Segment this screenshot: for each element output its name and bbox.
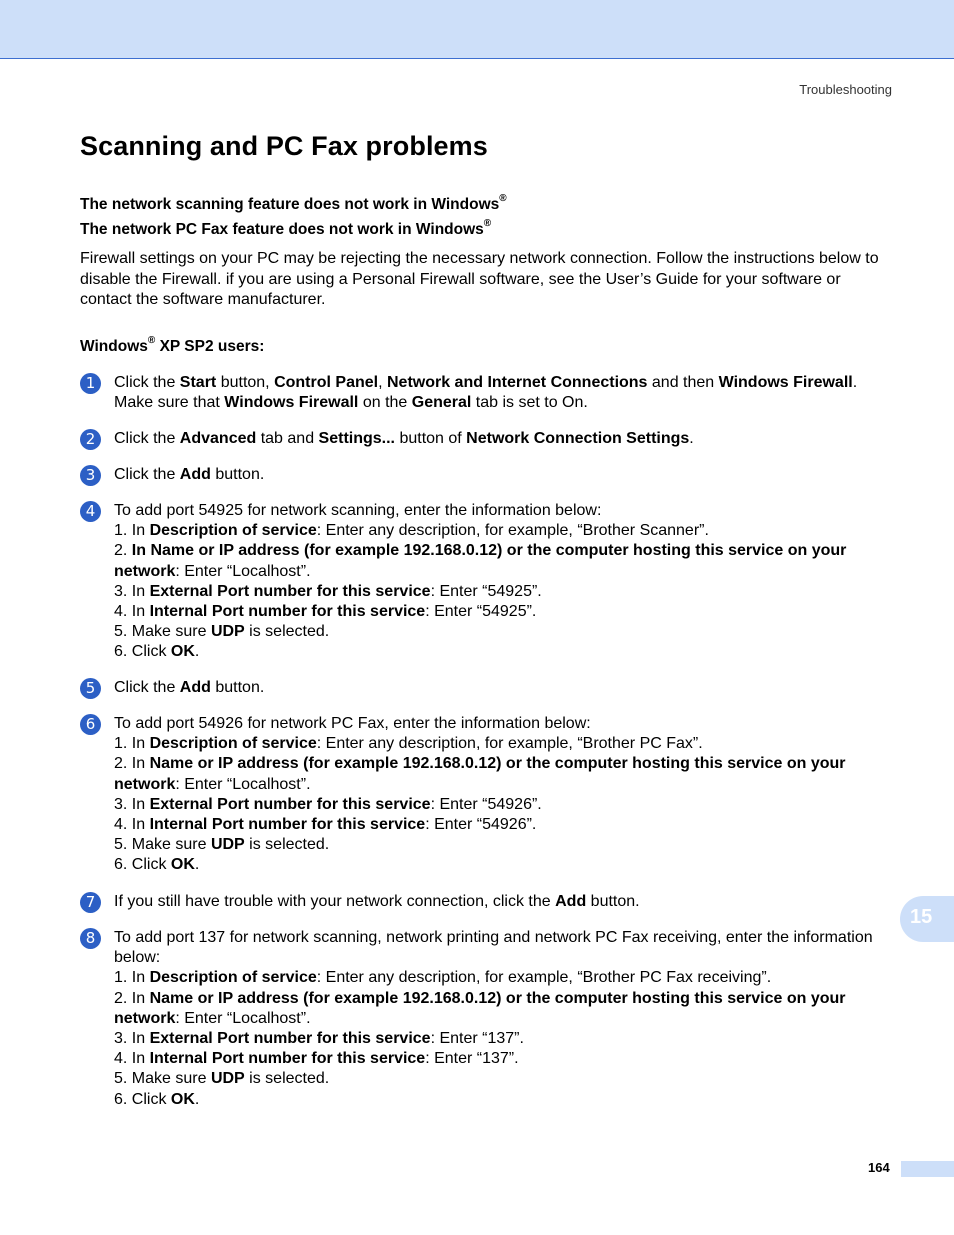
- step-4-text: To add port 54925 for network scanning, enter the information below: 1. In Description of service: Enter any description, for example, “Brother Scanner”. 2. In Name or IP address (for example 192.168.0.12) or the computer hosting this service on your network: Enter “Localhost”. 3. In External Port number for this service: Enter “54925”. 4. In Internal Port number for this service: Enter “54925”. 5. Make sure UDP is selected. 6. Click OK.: [114, 502, 847, 661]
- subheading-pcfax: The network PC Fax feature does not work in Windows®: [80, 217, 492, 238]
- step-number-icon: 6: [80, 714, 101, 735]
- step-8-text: To add port 137 for network scanning, network printing and network PC Fax receiving, enter the information below: 1. In Description of service: Enter any description, for example, “Brother PC Fax receiving”. 2. In Name or IP address (for example 192.168.0.12) or the computer hosting this service on your network: Enter “Localhost”. 3. In External Port number for this service: Enter “137”. 4. In Internal Port number for this service: Enter “137”. 5. Make sure UDP is selected. 6. Click OK.: [114, 929, 873, 1108]
- users-heading: Windows® XP SP2 users:: [80, 334, 265, 355]
- header-band: [0, 0, 954, 59]
- step-number-icon: 3: [80, 465, 101, 486]
- step-number-icon: 8: [80, 928, 101, 949]
- step-6-text: To add port 54926 for network PC Fax, enter the information below: 1. In Description of service: Enter any description, for example, “Brother PC Fax”. 2. In Name or IP address (for example 192.168.0.12) or the computer hosting this service on your network: Enter “Localhost”. 3. In External Port number for this service: Enter “54926”. 4. In Internal Port number for this service: Enter “54926”. 5. Make sure UDP is selected. 6. Click OK.: [114, 715, 846, 874]
- step-3-text: Click the Add button.: [114, 466, 265, 483]
- subheading-scanning: The network scanning feature does not work in Windows®: [80, 192, 507, 213]
- page-title: Scanning and PC Fax problems: [80, 131, 488, 161]
- step-number-icon: 2: [80, 429, 101, 450]
- step-7-text: If you still have trouble with your network connection, click the Add button.: [114, 893, 640, 910]
- page-number: 164: [868, 1160, 890, 1175]
- section-header: Troubleshooting: [799, 82, 892, 97]
- intro-paragraph: Firewall settings on your PC may be rejecting the necessary network connection. Follow the instructions below to disable the Firewall. if you are using a Personal Firewall software, see the User’s Guide for your software or contact the software manufacturer.: [80, 250, 879, 308]
- step-number-icon: 1: [80, 373, 101, 394]
- step-number-icon: 4: [80, 501, 101, 522]
- step-2-text: Click the Advanced tab and Settings... button of Network Connection Settings.: [114, 430, 694, 447]
- step-5-text: Click the Add button.: [114, 679, 265, 696]
- page-number-bar: [901, 1161, 954, 1177]
- chapter-tab: [900, 896, 954, 942]
- chapter-number: 15: [910, 906, 933, 928]
- step-1-text: Click the Start button, Control Panel, Network and Internet Connections and then Windows Firewall. Make sure that Windows Firewall on the General tab is set to On.: [114, 374, 858, 412]
- step-number-icon: 5: [80, 678, 101, 699]
- step-number-icon: 7: [80, 892, 101, 913]
